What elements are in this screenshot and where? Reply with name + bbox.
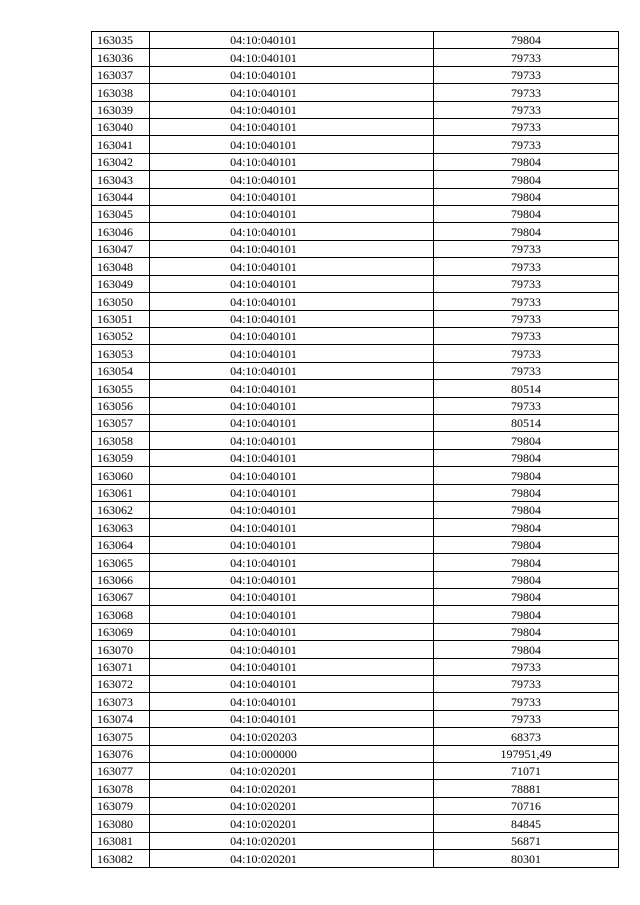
table-row	[92, 362, 619, 379]
row-number-cell: 163070	[92, 641, 150, 658]
value-cell: 79804	[434, 206, 619, 223]
table-row	[92, 119, 619, 136]
table-row	[92, 32, 619, 49]
value-cell: 79804	[434, 623, 619, 640]
table-row	[92, 589, 619, 606]
cadastral-code-cell: 04:10:040101	[150, 467, 434, 484]
cadastral-code-cell: 04:10:040101	[150, 223, 434, 240]
value-cell: 79733	[434, 293, 619, 310]
cadastral-code-cell: 04:10:020201	[150, 780, 434, 797]
cadastral-code-cell: 04:10:040101	[150, 623, 434, 640]
value-cell: 79733	[434, 658, 619, 675]
table-row	[92, 345, 619, 362]
value-cell: 79804	[434, 519, 619, 536]
cadastral-code-cell: 04:10:000000	[150, 745, 434, 762]
cadastral-code-cell: 04:10:040101	[150, 258, 434, 275]
cadastral-code-cell: 04:10:040101	[150, 589, 434, 606]
cadastral-code-cell: 04:10:040101	[150, 658, 434, 675]
cadastral-code-cell: 04:10:040101	[150, 136, 434, 153]
value-cell: 79733	[434, 345, 619, 362]
value-cell: 79804	[434, 589, 619, 606]
cadastral-code-cell: 04:10:040101	[150, 501, 434, 518]
row-number-cell: 163054	[92, 362, 150, 379]
value-cell: 79733	[434, 66, 619, 83]
table-row	[92, 293, 619, 310]
cadastral-code-cell: 04:10:040101	[150, 119, 434, 136]
table-row	[92, 832, 619, 849]
table-row	[92, 536, 619, 553]
table-row	[92, 467, 619, 484]
row-number-cell: 163038	[92, 84, 150, 101]
table-row	[92, 797, 619, 814]
cadastral-code-cell: 04:10:020201	[150, 832, 434, 849]
table-row	[92, 449, 619, 466]
table-row	[92, 501, 619, 518]
row-number-cell: 163082	[92, 850, 150, 867]
row-number-cell: 163062	[92, 501, 150, 518]
table-row	[92, 780, 619, 797]
row-number-cell: 163068	[92, 606, 150, 623]
row-number-cell: 163057	[92, 414, 150, 431]
cadastral-code-cell: 04:10:040101	[150, 449, 434, 466]
value-cell: 80514	[434, 414, 619, 431]
row-number-cell: 163045	[92, 206, 150, 223]
cadastral-code-cell: 04:10:040101	[150, 153, 434, 170]
value-cell: 79804	[434, 554, 619, 571]
value-cell: 79733	[434, 240, 619, 257]
table-row	[92, 484, 619, 501]
table-row	[92, 641, 619, 658]
cadastral-code-cell: 04:10:040101	[150, 293, 434, 310]
table-row	[92, 101, 619, 118]
value-cell: 79804	[434, 32, 619, 49]
value-cell: 80514	[434, 380, 619, 397]
table-row	[92, 240, 619, 257]
cadastral-code-cell: 04:10:040101	[150, 484, 434, 501]
table-row	[92, 66, 619, 83]
cadastral-code-cell: 04:10:040101	[150, 310, 434, 327]
cadastral-code-cell: 04:10:040101	[150, 275, 434, 292]
table-row	[92, 745, 619, 762]
cadastral-code-cell: 04:10:040101	[150, 362, 434, 379]
table-row	[92, 676, 619, 693]
value-cell: 79804	[434, 571, 619, 588]
value-cell: 79804	[434, 432, 619, 449]
value-cell: 70716	[434, 797, 619, 814]
table-row	[92, 519, 619, 536]
value-cell: 79804	[434, 641, 619, 658]
cadastral-code-cell: 04:10:040101	[150, 676, 434, 693]
value-cell: 79804	[434, 467, 619, 484]
row-number-cell: 163067	[92, 589, 150, 606]
row-number-cell: 163061	[92, 484, 150, 501]
table-row	[92, 258, 619, 275]
cadastral-code-cell: 04:10:040101	[150, 571, 434, 588]
row-number-cell: 163044	[92, 188, 150, 205]
table-row	[92, 763, 619, 780]
row-number-cell: 163071	[92, 658, 150, 675]
cadastral-code-cell: 04:10:040101	[150, 710, 434, 727]
table-row	[92, 206, 619, 223]
table-row	[92, 223, 619, 240]
cadastral-code-cell: 04:10:020203	[150, 728, 434, 745]
table-row	[92, 136, 619, 153]
row-number-cell: 163059	[92, 449, 150, 466]
row-number-cell: 163040	[92, 119, 150, 136]
value-cell: 79733	[434, 119, 619, 136]
row-number-cell: 163081	[92, 832, 150, 849]
table-row	[92, 658, 619, 675]
row-number-cell: 163079	[92, 797, 150, 814]
row-number-cell: 163041	[92, 136, 150, 153]
cadastral-code-cell: 04:10:040101	[150, 101, 434, 118]
row-number-cell: 163049	[92, 275, 150, 292]
value-cell: 79804	[434, 449, 619, 466]
row-number-cell: 163055	[92, 380, 150, 397]
value-cell: 79733	[434, 275, 619, 292]
row-number-cell: 163043	[92, 171, 150, 188]
value-cell: 79733	[434, 84, 619, 101]
row-number-cell: 163036	[92, 49, 150, 66]
cadastral-code-cell: 04:10:020201	[150, 763, 434, 780]
value-cell: 79733	[434, 693, 619, 710]
value-cell: 79733	[434, 310, 619, 327]
row-number-cell: 163077	[92, 763, 150, 780]
table-row	[92, 606, 619, 623]
row-number-cell: 163053	[92, 345, 150, 362]
cadastral-code-cell: 04:10:040101	[150, 171, 434, 188]
table-row	[92, 327, 619, 344]
row-number-cell: 163065	[92, 554, 150, 571]
row-number-cell: 163069	[92, 623, 150, 640]
table-row	[92, 275, 619, 292]
cadastral-code-cell: 04:10:040101	[150, 693, 434, 710]
value-cell: 80301	[434, 850, 619, 867]
table-row	[92, 693, 619, 710]
value-cell: 197951,49	[434, 745, 619, 762]
table-row	[92, 623, 619, 640]
row-number-cell: 163052	[92, 327, 150, 344]
value-cell: 84845	[434, 815, 619, 832]
row-number-cell: 163073	[92, 693, 150, 710]
value-cell: 79804	[434, 171, 619, 188]
row-number-cell: 163075	[92, 728, 150, 745]
table-row	[92, 188, 619, 205]
row-number-cell: 163058	[92, 432, 150, 449]
value-cell: 79804	[434, 223, 619, 240]
cadastral-code-cell: 04:10:040101	[150, 606, 434, 623]
cadastral-code-cell: 04:10:040101	[150, 327, 434, 344]
row-number-cell: 163037	[92, 66, 150, 83]
table-row	[92, 310, 619, 327]
data-table	[91, 31, 619, 868]
cadastral-code-cell: 04:10:040101	[150, 397, 434, 414]
cadastral-code-cell: 04:10:020201	[150, 797, 434, 814]
row-number-cell: 163080	[92, 815, 150, 832]
cadastral-code-cell: 04:10:040101	[150, 380, 434, 397]
row-number-cell: 163078	[92, 780, 150, 797]
table-row	[92, 153, 619, 170]
value-cell: 79733	[434, 397, 619, 414]
value-cell: 79804	[434, 501, 619, 518]
cadastral-code-cell: 04:10:040101	[150, 414, 434, 431]
value-cell: 79804	[434, 606, 619, 623]
value-cell: 79733	[434, 676, 619, 693]
value-cell: 79804	[434, 536, 619, 553]
row-number-cell: 163063	[92, 519, 150, 536]
row-number-cell: 163050	[92, 293, 150, 310]
cadastral-code-cell: 04:10:040101	[150, 536, 434, 553]
cadastral-code-cell: 04:10:040101	[150, 32, 434, 49]
row-number-cell: 163048	[92, 258, 150, 275]
table-row	[92, 171, 619, 188]
cadastral-code-cell: 04:10:040101	[150, 345, 434, 362]
table-row	[92, 84, 619, 101]
cadastral-code-cell: 04:10:040101	[150, 66, 434, 83]
row-number-cell: 163047	[92, 240, 150, 257]
value-cell: 79804	[434, 188, 619, 205]
cadastral-code-cell: 04:10:040101	[150, 554, 434, 571]
cadastral-code-cell: 04:10:040101	[150, 49, 434, 66]
table-row	[92, 49, 619, 66]
value-cell: 56871	[434, 832, 619, 849]
cadastral-code-cell: 04:10:040101	[150, 206, 434, 223]
value-cell: 68373	[434, 728, 619, 745]
table-row	[92, 554, 619, 571]
value-cell: 71071	[434, 763, 619, 780]
row-number-cell: 163051	[92, 310, 150, 327]
value-cell: 79733	[434, 101, 619, 118]
cadastral-code-cell: 04:10:040101	[150, 188, 434, 205]
cadastral-code-cell: 04:10:040101	[150, 519, 434, 536]
cadastral-code-cell: 04:10:040101	[150, 240, 434, 257]
table-row	[92, 850, 619, 867]
cadastral-code-cell: 04:10:020201	[150, 850, 434, 867]
row-number-cell: 163035	[92, 32, 150, 49]
table-body	[92, 32, 619, 868]
value-cell: 79733	[434, 327, 619, 344]
cadastral-code-cell: 04:10:040101	[150, 84, 434, 101]
row-number-cell: 163076	[92, 745, 150, 762]
table-row	[92, 414, 619, 431]
row-number-cell: 163060	[92, 467, 150, 484]
table-row	[92, 710, 619, 727]
value-cell: 79804	[434, 484, 619, 501]
value-cell: 79733	[434, 258, 619, 275]
cadastral-code-cell: 04:10:020201	[150, 815, 434, 832]
cadastral-code-cell: 04:10:040101	[150, 432, 434, 449]
value-cell: 79733	[434, 710, 619, 727]
table-row	[92, 397, 619, 414]
row-number-cell: 163066	[92, 571, 150, 588]
value-cell: 79733	[434, 362, 619, 379]
row-number-cell: 163042	[92, 153, 150, 170]
row-number-cell: 163064	[92, 536, 150, 553]
table-row	[92, 728, 619, 745]
cadastral-code-cell: 04:10:040101	[150, 641, 434, 658]
table-row	[92, 815, 619, 832]
value-cell: 78881	[434, 780, 619, 797]
row-number-cell: 163046	[92, 223, 150, 240]
table-row	[92, 571, 619, 588]
table-row	[92, 432, 619, 449]
row-number-cell: 163074	[92, 710, 150, 727]
value-cell: 79733	[434, 49, 619, 66]
value-cell: 79733	[434, 136, 619, 153]
value-cell: 79804	[434, 153, 619, 170]
row-number-cell: 163072	[92, 676, 150, 693]
table-row	[92, 380, 619, 397]
row-number-cell: 163056	[92, 397, 150, 414]
row-number-cell: 163039	[92, 101, 150, 118]
